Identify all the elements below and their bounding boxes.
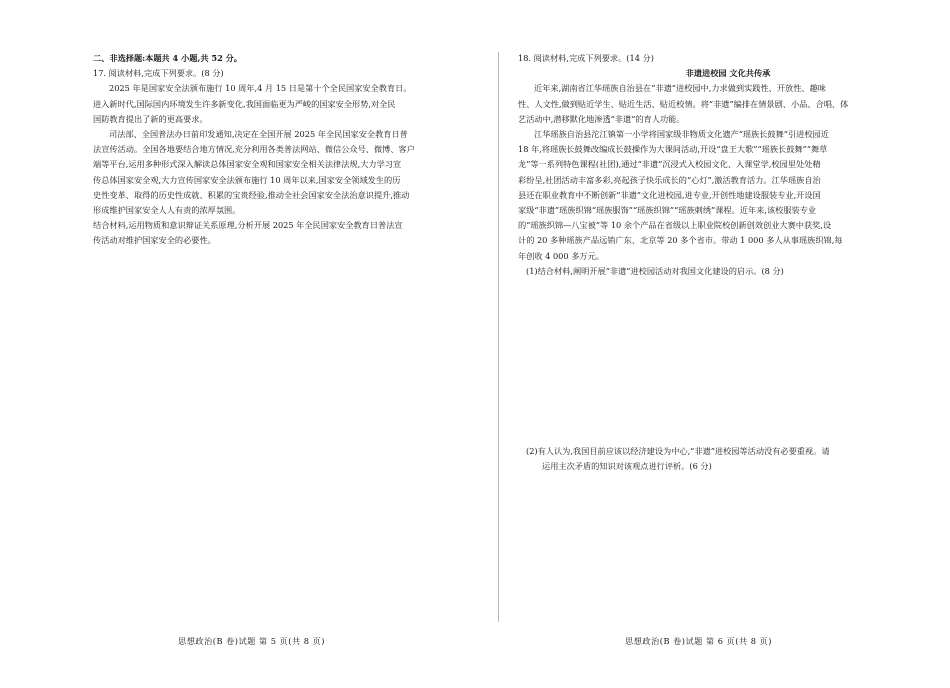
q17-p2-line: 司法部、全国普法办日前印发通知,决定在全国开展 2025 年全民国家安全教育日普	[109, 129, 408, 140]
q18-p2-line: 的“瑶族织锦—八宝被”等 10 余个产品在省级以上职业院校创新创效创业大赛中获奖,设	[518, 220, 832, 231]
q17-task-line: 结合材料,运用物质和意识辩证关系原理,分析开展 2025 年全民国家安全教育日普法宣	[93, 220, 403, 231]
q18-sub2-line: (2)有人认为,我国目前应该以经济建设为中心,“非遗”进校园等活动没有必要重视。请	[526, 446, 830, 456]
q18-p1-line: 性、人文性,做到贴近学生、贴近生活、贴近校情。将“非遗”编排在情景剧、小品、合唱、体	[518, 98, 849, 109]
q18-p2-line: 年创收 4 000 多万元。	[518, 250, 604, 261]
right-page	[475, 0, 950, 688]
q18-p2-line: 县还在职业教育中不断创新“非遗”文化进校园,进专业,开创性地建设服装专业,开设国	[518, 189, 821, 200]
page-footer-right: 思想政治(B 卷)试题 第 6 页(共 8 页)	[625, 636, 772, 646]
q17-paragraph-2	[93, 127, 447, 218]
q18-sub2-line: 运用主次矛盾的知识对该观点进行评析。(6 分)	[542, 461, 712, 472]
q18-p1-line: 艺活动中,潜移默化地渗透“非遗”的育人功能。	[518, 113, 685, 124]
q17-p2-line: 史性变革、取得的历史性成就、积累的宝贵经验,推动全社会国家安全法治意识提升,推动	[93, 189, 410, 200]
q18-paragraph-1	[518, 81, 938, 127]
q18-p1-line: 近年来,湖南省江华瑶族自治县在“非遗”进校园中,力求做到实践性、开放性、趣味	[534, 83, 826, 94]
left-column	[93, 51, 447, 249]
q17-p2-line: 传总体国家安全观,大力宣传国家安全法颁布施行 10 周年以来,国家安全领域发生的历	[93, 174, 401, 185]
q18-material-title: 非遗进校园 文化共传承	[685, 68, 771, 79]
q18-subquestion-1: (1)结合材料,阐明开展“非遗”进校园活动对我国文化建设的启示。(8 分)	[526, 265, 784, 276]
q17-task-line: 传活动对维护国家安全的必要性。	[93, 235, 216, 246]
q17-p1-line: 进入新时代,国际国内环境发生许多新变化,我国面临更为严峻的国家安全形势,对全民	[93, 98, 396, 109]
q18-p2-line: 彩纷呈,社团活动丰富多彩,亮起孩子快乐成长的“心灯”,激活教育活力。江华瑶族自治	[518, 174, 821, 185]
q17-p1-line: 2025 年是国家安全法颁布施行 10 周年,4 月 15 日是第十个全民国家安全教育日。	[109, 83, 412, 94]
q18-p2-line: 计的 20 多种瑶族产品远销广东、北京等 20 多个省市。带动 1 000 多人从事瑶族织锦,每	[518, 235, 843, 246]
q17-paragraph-1	[93, 81, 447, 127]
q17-task	[93, 218, 447, 248]
q18-header: 18. 阅读材料,完成下列要求。(14 分)	[518, 53, 654, 63]
q17-p2-line: 端等平台,运用多种形式深入解读总体国家安全观和国家安全相关法律法规,大力学习宣	[93, 159, 402, 170]
q18-p2-line: 家级“非遗”瑶族织锦“瑶族服饰”“瑶族织锦”“瑶族刺绣”课程。近年来,该校服装专业	[518, 205, 817, 216]
q18-subquestion-2	[518, 444, 938, 474]
q18-p2-line: 江华瑶族自治县沱江镇第一小学将国家级非物质文化遗产“瑶族长鼓舞”引进校园近	[534, 129, 829, 140]
q17-p2-line: 形成维护国家安全人人有责的浓厚氛围。	[93, 205, 241, 216]
q18-paragraph-2	[518, 127, 938, 264]
q18-p2-line: 龙”等一系列特色课程(社团),通过“非遗”沉浸式入校园文化、入课堂学,校园里处处精	[518, 159, 821, 170]
q18-p2-line: 18 年,将瑶族长鼓舞改编成长鼓操作为大课间活动,开设“盘王大歌”“瑶族长鼓舞”“舞草	[518, 144, 828, 155]
right-column	[518, 51, 938, 279]
section-heading: 二、非选择题:本题共 4 小题,共 52 分。	[93, 53, 242, 63]
q17-p1-line: 国防教育提出了新的更高要求。	[93, 113, 208, 124]
q17-header: 17. 阅读材料,完成下列要求。(8 分)	[93, 68, 224, 79]
page-footer-left: 思想政治(B 卷)试题 第 5 页(共 8 页)	[178, 636, 325, 646]
q17-p2-line: 法宣传活动。全国各地要结合地方情况,充分利用各类普法网站、微信公众号、微博、客户	[93, 144, 415, 155]
